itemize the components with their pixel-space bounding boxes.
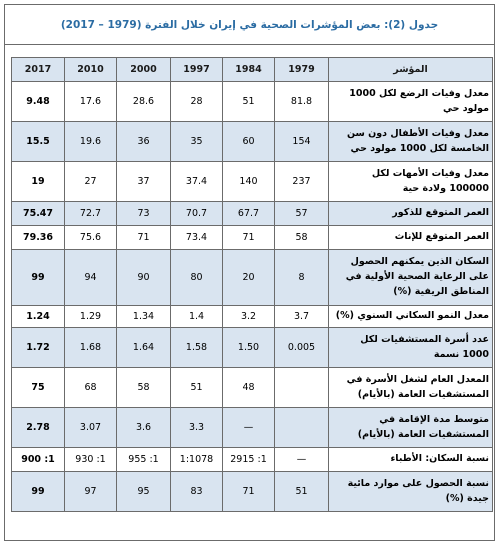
table-cell: 1: 2915 [223,448,275,472]
indicator-label: العمر المتوقع للإناث [329,226,493,250]
header-year: 1997 [171,58,223,82]
table-cell: 68 [65,368,117,408]
indicator-label: المعدل العام لشغل الأسرة في المستشفيات العامة (بالأيام) [329,368,493,408]
table-cell: 95 [117,472,171,512]
table-cell: 58 [275,226,329,250]
table-cell [275,368,329,408]
header-year: 2017 [12,58,65,82]
indicators-table [11,57,493,512]
table-cell: 70.7 [171,202,223,226]
table-cell: 57 [275,202,329,226]
table-cell: 71 [117,226,171,250]
table-cell [275,408,329,448]
table-row [12,472,493,512]
table-cell: 97 [65,472,117,512]
table-cell: 28.6 [117,82,171,122]
table-row [12,250,493,306]
table-cell: 94 [65,250,117,306]
indicator-label: العمر المتوقع للذكور [329,202,493,226]
table-cell: 71 [223,226,275,250]
table-cell: 1:1078 [171,448,223,472]
indicator-label: معدل وفيات الأطفال دون سن الخامسة لكل 1000 مولود حي [329,122,493,162]
header-year: 1984 [223,58,275,82]
table-cell: 35 [171,122,223,162]
header-year: 2000 [117,58,171,82]
table-cell: 3.6 [117,408,171,448]
table-cell: 1.64 [117,328,171,368]
table-cell: 1.29 [65,306,117,328]
table-cell: 9.48 [12,82,65,122]
table-row [12,306,493,328]
table-cell: 1.34 [117,306,171,328]
header-indicator: المؤشر [329,58,493,82]
table-cell: 3.07 [65,408,117,448]
table-title: جدول (2): بعض المؤشرات الصحية في إيران خلال الفترة (1979 – 2017) [5,5,494,45]
table-row [12,122,493,162]
table-cell: 1: 900 [12,448,65,472]
table-cell: 90 [117,250,171,306]
table-cell: 71 [223,472,275,512]
table-cell: 51 [275,472,329,512]
table-cell: 8 [275,250,329,306]
table-cell: 1.68 [65,328,117,368]
table-cell: 15.5 [12,122,65,162]
table-row [12,162,493,202]
header-row [12,58,493,82]
table-cell: 48 [223,368,275,408]
indicator-label: عدد أسرة المستشفيات لكل 1000 نسمة [329,328,493,368]
table-cell: 237 [275,162,329,202]
table-cell: 19 [12,162,65,202]
table-cell: 60 [223,122,275,162]
table-cell: 3.7 [275,306,329,328]
table-cell: 20 [223,250,275,306]
table-row [12,448,493,472]
table-cell: 75 [12,368,65,408]
table-cell: 19.6 [65,122,117,162]
table-cell: 99 [12,472,65,512]
header-year: 1979 [275,58,329,82]
table-cell: 51 [223,82,275,122]
table-cell: 36 [117,122,171,162]
table-cell: 67.7 [223,202,275,226]
table-row [12,82,493,122]
table-frame [4,4,495,541]
table-cell: 27 [65,162,117,202]
table-row [12,328,493,368]
table-cell: 3.2 [223,306,275,328]
table-cell: 51 [171,368,223,408]
indicator-label: متوسط مدة الإقامة في المستشفيات العامة (بالأيام) [329,408,493,448]
indicator-label: معدل النمو السكاني السنوي (%) [329,306,493,328]
indicator-label: نسبة الحصول على موارد مائية جيدة (%) [329,472,493,512]
table-cell: 2.78 [12,408,65,448]
table-cell: 99 [12,250,65,306]
table-cell: 37.4 [171,162,223,202]
table-cell: 17.6 [65,82,117,122]
indicator-label: معدل وفيات الرضع لكل 1000 مولود حي [329,82,493,122]
table-cell: 1.4 [171,306,223,328]
table-row [12,368,493,408]
indicator-label: السكان الذين يمكنهم الحصول على الرعاية الصحية الأولية في المناطق الريفية (%) [329,250,493,306]
table-cell: 58 [117,368,171,408]
table-cell: — [275,448,329,472]
table-cell: 72.7 [65,202,117,226]
table-cell: 75.47 [12,202,65,226]
table-cell: 0.005 [275,328,329,368]
table-cell: 1.24 [12,306,65,328]
indicator-label: نسبة السكان: الأطباء [329,448,493,472]
table-cell: 37 [117,162,171,202]
table-cell: 73 [117,202,171,226]
indicator-label: معدل وفيات الأمهات لكل 100000 ولادة حية [329,162,493,202]
header-year: 2010 [65,58,117,82]
table-cell: 79.36 [12,226,65,250]
table-cell: 1.50 [223,328,275,368]
table-cell: 1: 930 [65,448,117,472]
table-cell: 1: 955 [117,448,171,472]
table-cell: 73.4 [171,226,223,250]
table-cell: 1.72 [12,328,65,368]
table-row [12,202,493,226]
table-cell: 154 [275,122,329,162]
table-cell: 140 [223,162,275,202]
table-cell: 3.3 [171,408,223,448]
table-cell: 81.8 [275,82,329,122]
table-cell: 1.58 [171,328,223,368]
table-cell: 83 [171,472,223,512]
table-row [12,226,493,250]
table-cell: 80 [171,250,223,306]
table-cell: — [223,408,275,448]
table-cell: 75.6 [65,226,117,250]
table-row [12,408,493,448]
table-cell: 28 [171,82,223,122]
